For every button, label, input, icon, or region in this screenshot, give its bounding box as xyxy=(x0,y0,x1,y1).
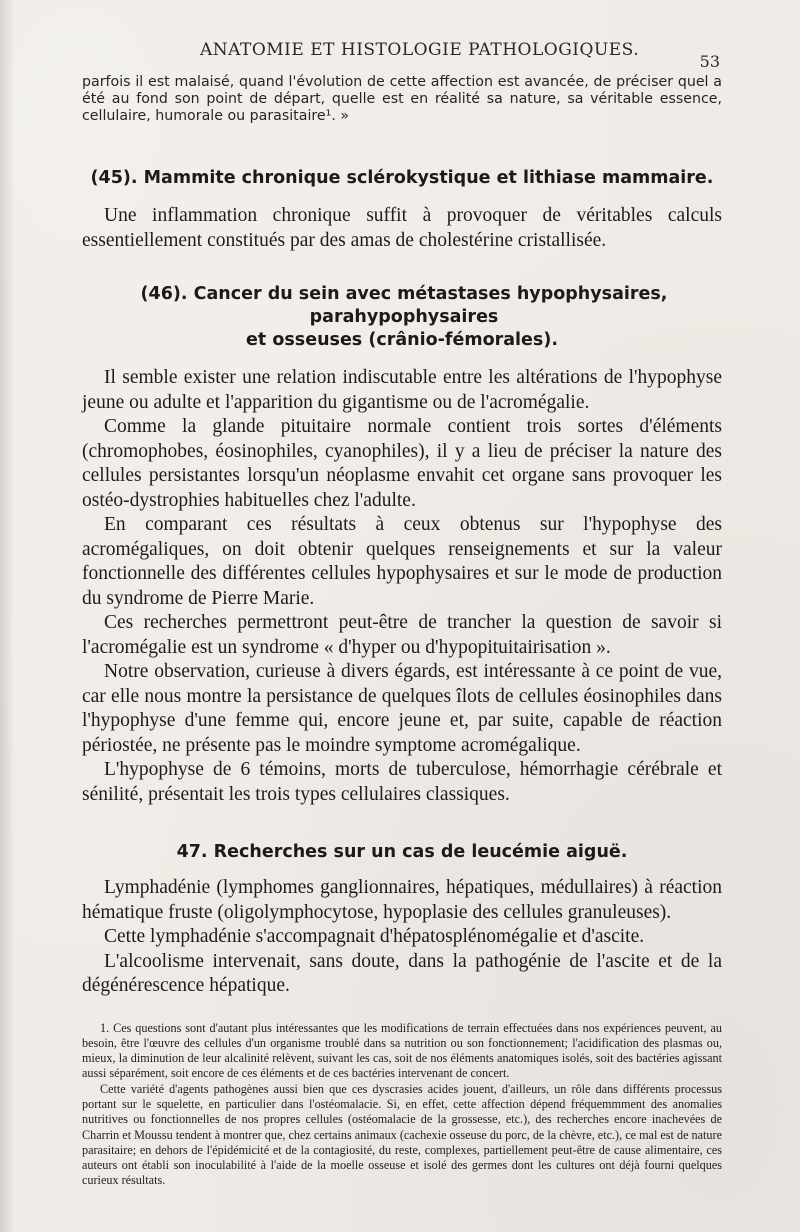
section-46 xyxy=(82,283,722,807)
paragraph: Comme la glande pituitaire normale contient trois sortes d'éléments (chromophobes, éosinophiles, cyanophiles), il y a lieu de préciser la nature des cellules persistantes lorsqu'un néoplasme envahit cet organe sans provoquer les ostéo-dystrophies habituelles chez l'adulte. xyxy=(82,416,722,511)
paragraph: Notre observation, curieuse à divers égards, est intéressante à ce point de vue, car elle nous montre la persistance de quelques îlots de cellules éosinophiles dans l'hypophyse d'une femme qui, encore jeune et, par suite, capable de réaction périostée, ne présente pas le moindre symptome acromégalique. xyxy=(82,661,722,756)
section-47-body xyxy=(82,876,722,999)
section-45-title: (45). Mammite chronique sclérokystique et lithiase mammaire. xyxy=(90,168,714,188)
footnote: Cette variété d'agents pathogènes aussi bien que ces dyscrasies acides jouent, d'ailleurs, un rôle dans différents processus portant sur le squelette, en particulier dans l'ostéomalacie. Si, en effet, cette affection dépend fréquemmment des anomalies nutritives ou fonctionnelles de nos propres cellules (ostéomalacie de la grossesse, etc.), des recherches encore inachevées de Charrin et Moussu tendent à montrer que, chez certains animaux (cachexie osseuse du porc, de la chèvre, etc.), ce mal est de nature parasitaire; en dehors de l'épidémicité et de la contagiosité, du reste, complexes, partiellement peut-être de cause alimentaire, ces auteurs ont établi son inoculabilité à l'aide de la moelle osseuse et isolé des germes dont les cultures ont déjà fourni quelques curieux résultats. xyxy=(82,1081,722,1188)
page-content xyxy=(82,74,722,1189)
intro-paragraph xyxy=(82,74,722,125)
paragraph: Ces recherches permettront peut-être de trancher la question de savoir si l'acromégalie est un syndrome « d'hyper ou d'hypopituitairisation ». xyxy=(82,612,722,658)
running-head: ANATOMIE ET HISTOLOGIE PATHOLOGIQUES. xyxy=(200,40,640,60)
section-45-body xyxy=(82,204,722,253)
paragraph: Lymphadénie (lymphomes ganglionnaires, hépatiques, médullaires) à réaction hématique fruste (oligolymphocytose, hypoplasie des cellules granuleuses). xyxy=(82,877,722,923)
section-46-title-line2: et osseuses (crânio-fémorales). xyxy=(246,330,558,350)
footnote: 1. Ces questions sont d'autant plus intéressantes que les modifications de terrain effectuées dans nos expériences peuvent, au besoin, être l'œuvre des cellules d'un organisme troublé dans sa nutrition ou son fonctionnement; l'acidification des plasmas ou, mieux, la diminution de leur alcalinité relèvent, suivant les cas, soit de nos éléments anatomiques isolés, soit des bactéries agissant aussi séparément, soit encore de ces éléments et de ces bactéries intervenant de concert. xyxy=(82,1020,722,1081)
page-gutter-shadow xyxy=(0,0,14,1232)
paragraph: Cette lymphadénie s'accompagnait d'hépatosplénomégalie et d'ascite. xyxy=(104,926,645,947)
paragraph: Il semble exister une relation indiscutable entre les altérations de l'hypophyse jeune ou adulte et l'apparition du gigantisme ou de l'acromégalie. xyxy=(82,367,722,413)
section-47 xyxy=(82,841,722,999)
paragraph: Une inflammation chronique suffit à provoquer de véritables calculs essentiellement constitués par des amas de cholestérine cristallisée. xyxy=(82,205,722,251)
paragraph: L'alcoolisme intervenait, sans doute, dans la pathogénie de l'ascite et de la dégénérescence hépatique. xyxy=(82,950,722,996)
paragraph: En comparant ces résultats à ceux obtenus sur l'hypophyse des acromégaliques, on doit obtenir quelques renseignements et sur la valeur fonctionnelle des différentes cellules hypophysaires et sur le mode de production du syndrome de Pierre Marie. xyxy=(82,514,722,609)
intro-text: parfois il est malaisé, quand l'évolution de cette affection est avancée, de préciser quel a été au fond son point de départ, quelle est en réalité sa nature, sa véritable essence, cellulaire, humorale ou parasitaire¹. » xyxy=(82,74,722,124)
section-46-body xyxy=(82,366,722,807)
section-45 xyxy=(82,167,722,253)
section-46-title-line1: (46). Cancer du sein avec métastases hypophysaires, parahypophysaires xyxy=(140,284,668,327)
paragraph: L'hypophyse de 6 témoins, morts de tuberculose, hémorrhagie cérébrale et sénilité, présentait les trois types cellulaires classiques. xyxy=(82,759,722,805)
footnotes xyxy=(82,1021,722,1189)
section-47-title: 47. Recherches sur un cas de leucémie aiguë. xyxy=(176,842,628,862)
page-number: 53 xyxy=(699,52,720,71)
